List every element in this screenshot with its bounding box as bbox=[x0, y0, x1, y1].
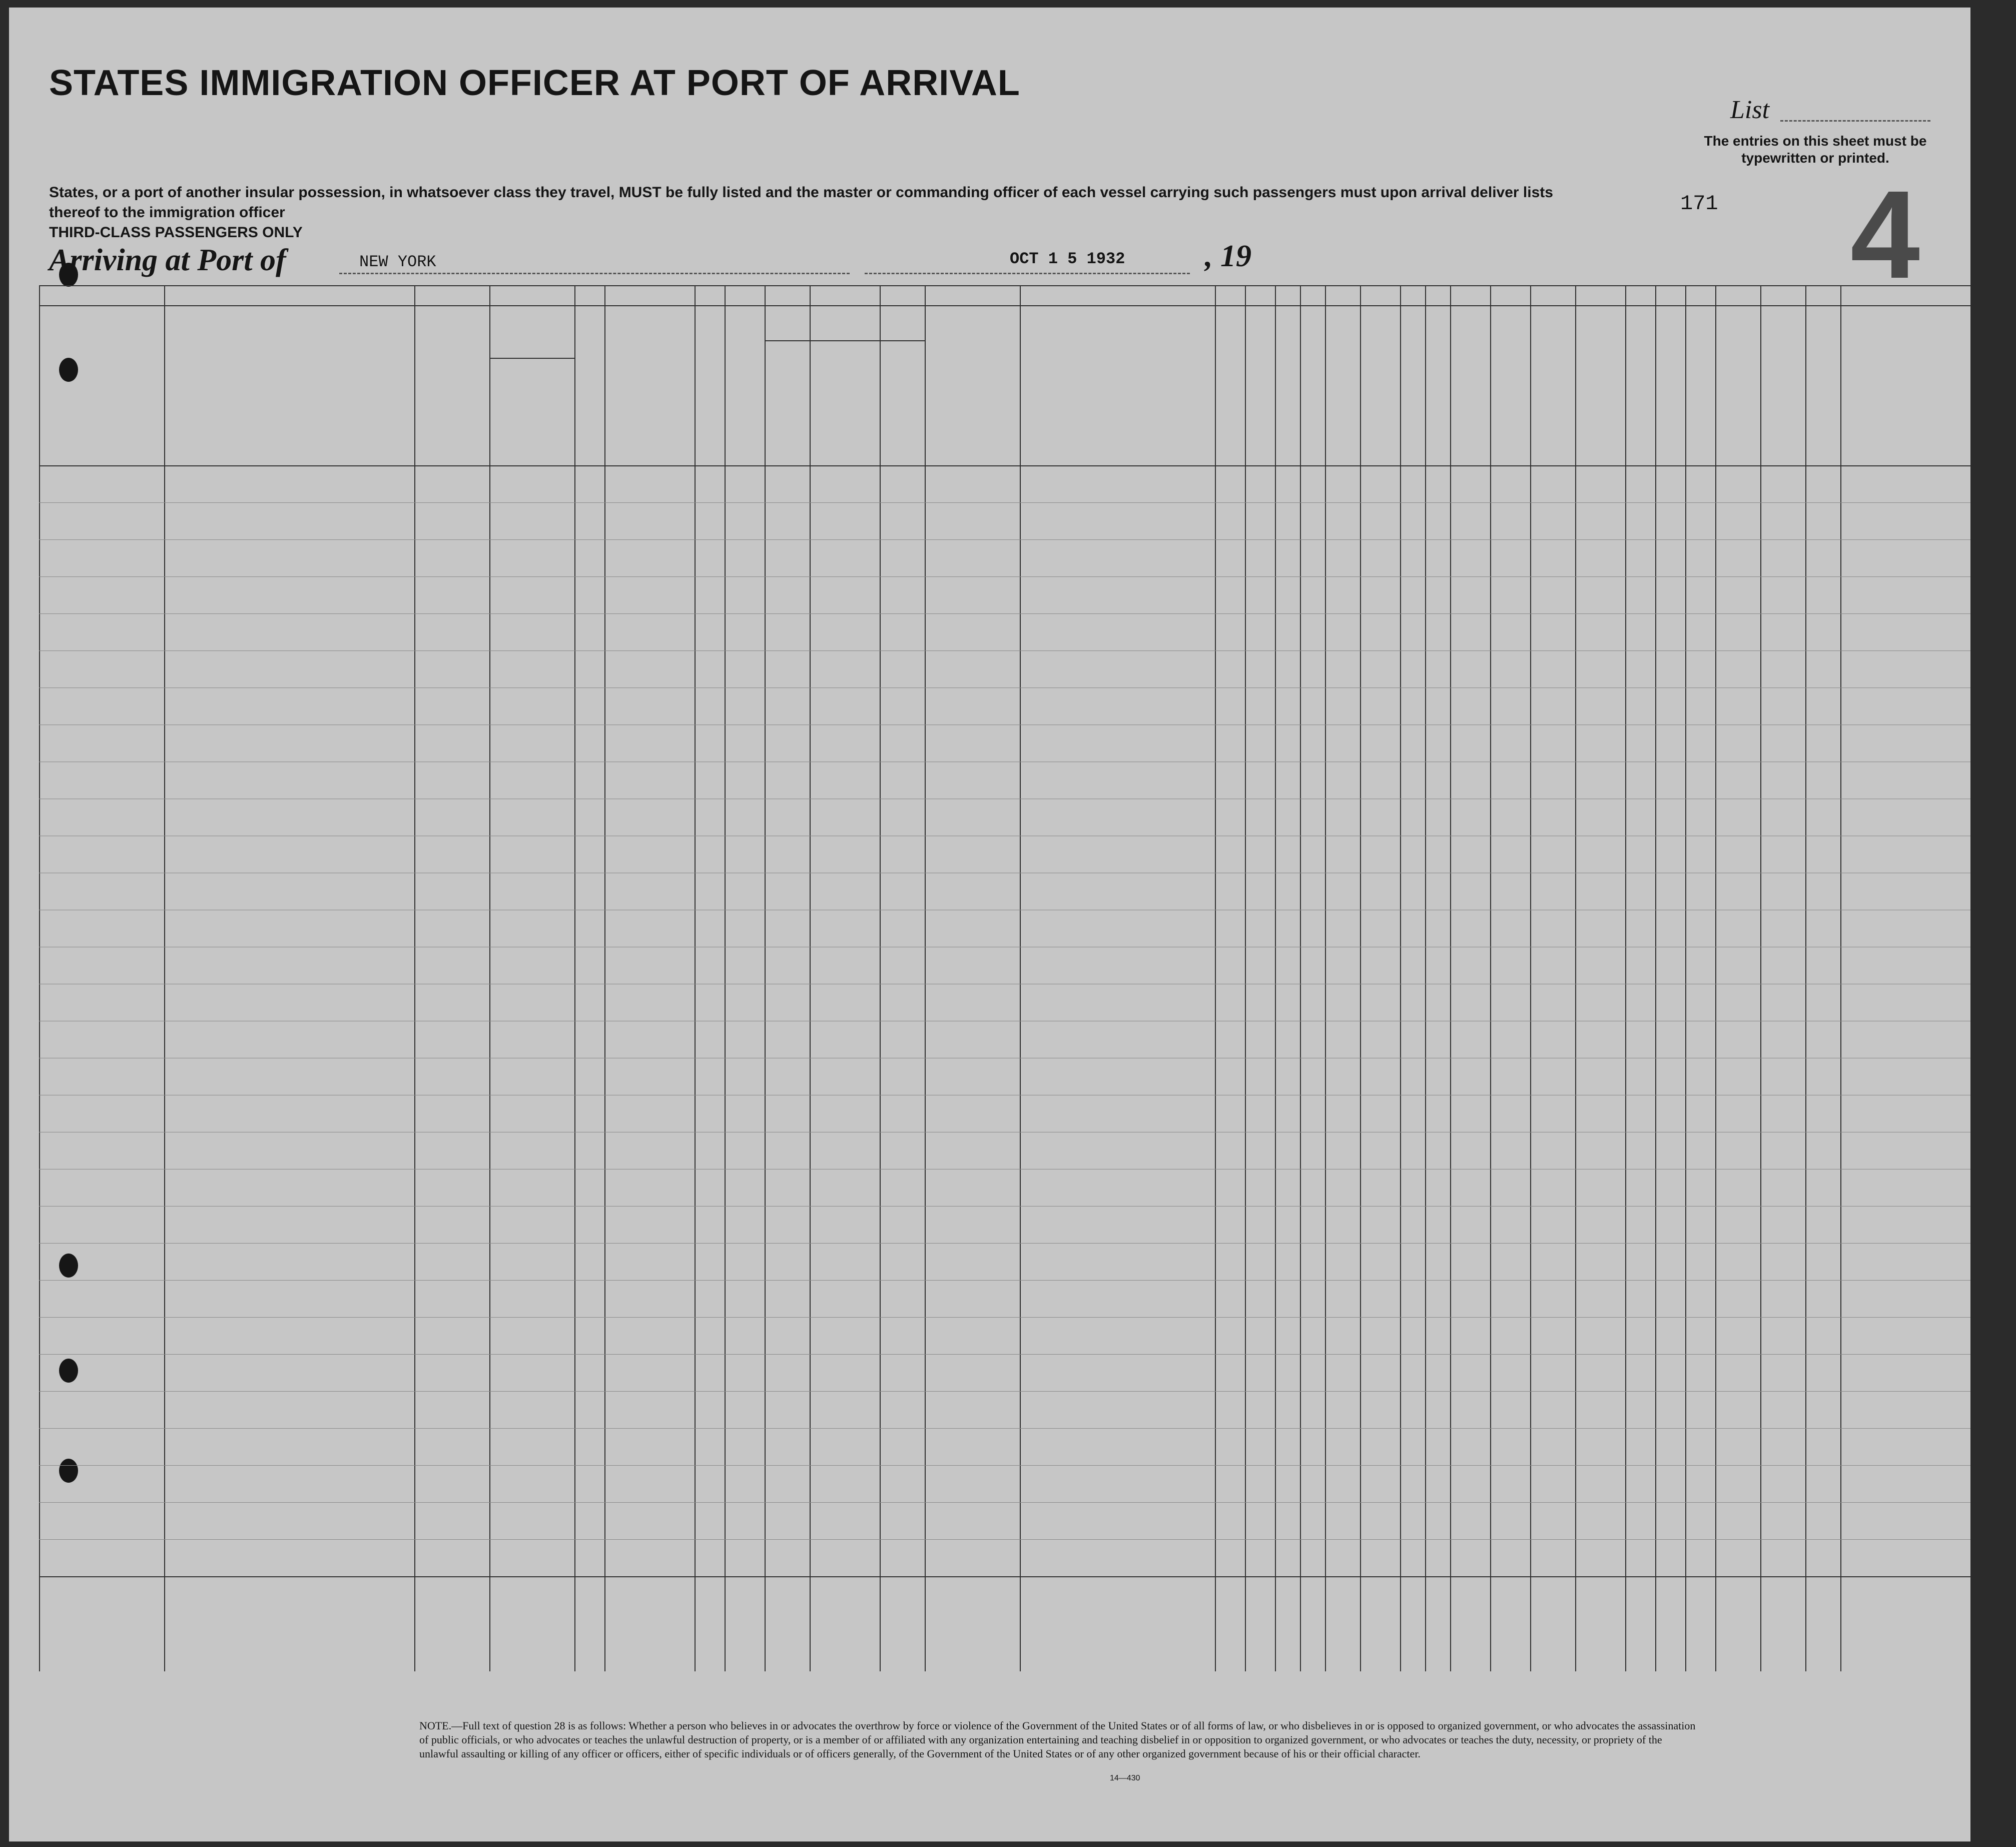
port-value: NEW YORK bbox=[359, 253, 436, 271]
column-divider bbox=[414, 285, 415, 1671]
column-divider bbox=[1400, 285, 1401, 1671]
list-underline bbox=[1780, 120, 1930, 122]
row-rule bbox=[39, 613, 1970, 614]
column-divider bbox=[1685, 285, 1686, 1671]
port-underline bbox=[339, 273, 850, 274]
footnote: NOTE.—Full text of question 28 is as follows: Whether a person who believes in or advocates the overthrow by force or violence of the Government of the United States or of all forms of law, or who disbelieves in or is opposed to organized government, or who advocates the assassination of public officials, or who advocates or teaches the unlawful destruction of property, or is a member of or affiliated with any organization entertaining and teaching disbelief in or opposition to organized government, or who advocates or teaches the duty, necessity, or propriety of the unlawful assaulting or killing of any officer or officers, either of specific individuals or of officers generally, of the Government of the United States or of any other organized government because of his or their official character. bbox=[419, 1719, 1696, 1760]
date-underline bbox=[865, 273, 1190, 274]
column-divider bbox=[1715, 285, 1716, 1671]
header-bottom-border bbox=[39, 465, 1970, 466]
column-divider bbox=[765, 285, 766, 1671]
header-subline bbox=[765, 340, 925, 341]
table-bottom-border bbox=[39, 1576, 1970, 1577]
list-number: 171 bbox=[1680, 192, 1718, 216]
column-divider bbox=[604, 285, 605, 1671]
arriving-label: Arriving at Port of bbox=[49, 243, 286, 277]
manifest-sheet bbox=[9, 8, 1970, 1841]
list-label: List bbox=[1730, 96, 1770, 124]
column-divider bbox=[1425, 285, 1426, 1671]
column-divider bbox=[1245, 285, 1246, 1671]
row-rule bbox=[39, 1502, 1970, 1503]
column-divider bbox=[1625, 285, 1626, 1671]
column-divider bbox=[1215, 285, 1216, 1671]
date-stamp: OCT 1 5 1932 bbox=[1010, 250, 1125, 268]
passenger-class: THIRD-CLASS PASSENGERS ONLY bbox=[49, 224, 303, 241]
column-divider bbox=[1450, 285, 1451, 1671]
column-divider bbox=[1575, 285, 1576, 1671]
column-divider bbox=[1325, 285, 1326, 1671]
column-divider bbox=[39, 285, 40, 1671]
column-divider bbox=[1530, 285, 1531, 1671]
column-divider bbox=[164, 285, 165, 1671]
list-instruction: The entries on this sheet must be typewritten or printed. bbox=[1704, 133, 1927, 166]
header-number-border bbox=[39, 305, 1970, 306]
column-divider bbox=[695, 285, 696, 1671]
column-divider bbox=[1275, 285, 1276, 1671]
row-rule bbox=[39, 1391, 1970, 1392]
form-title: STATES IMMIGRATION OFFICER AT PORT OF ARRIVAL bbox=[49, 63, 1020, 103]
form-notice bbox=[49, 183, 1575, 243]
row-rule bbox=[39, 1465, 1970, 1466]
row-rule bbox=[39, 1317, 1970, 1318]
row-rule bbox=[39, 1354, 1970, 1355]
row-rule bbox=[39, 1428, 1970, 1429]
row-rule bbox=[39, 1539, 1970, 1540]
column-divider bbox=[1020, 285, 1021, 1671]
column-divider bbox=[489, 285, 490, 1671]
column-divider bbox=[1490, 285, 1491, 1671]
column-divider bbox=[1300, 285, 1301, 1671]
column-divider bbox=[1655, 285, 1656, 1671]
column-divider bbox=[1840, 285, 1841, 1671]
row-rule bbox=[39, 539, 1970, 540]
column-divider bbox=[1760, 285, 1761, 1671]
column-divider bbox=[574, 285, 575, 1671]
row-rule bbox=[39, 1280, 1970, 1281]
table-top-border bbox=[39, 285, 1970, 286]
column-divider bbox=[810, 285, 811, 1671]
notice-text: States, or a port of another insular possession, in whatsoever class they travel, MUST be fully listed and the master or commanding officer of each vessel carrying such passengers must upon arrival deliver lists thereof to the immigration officer bbox=[49, 184, 1553, 221]
passenger-table bbox=[39, 285, 1970, 1671]
column-divider bbox=[725, 285, 726, 1671]
row-rule bbox=[39, 502, 1970, 503]
row-rule bbox=[39, 576, 1970, 577]
column-divider bbox=[1360, 285, 1361, 1671]
row-rule bbox=[39, 1243, 1970, 1244]
header-subline bbox=[489, 358, 574, 359]
page-number: 4 bbox=[1850, 165, 1920, 304]
column-divider bbox=[880, 285, 881, 1671]
form-code: 14—430 bbox=[1110, 1774, 1140, 1782]
year-prefix: , 19 bbox=[1205, 239, 1251, 273]
column-divider bbox=[1805, 285, 1806, 1671]
column-divider bbox=[925, 285, 926, 1671]
